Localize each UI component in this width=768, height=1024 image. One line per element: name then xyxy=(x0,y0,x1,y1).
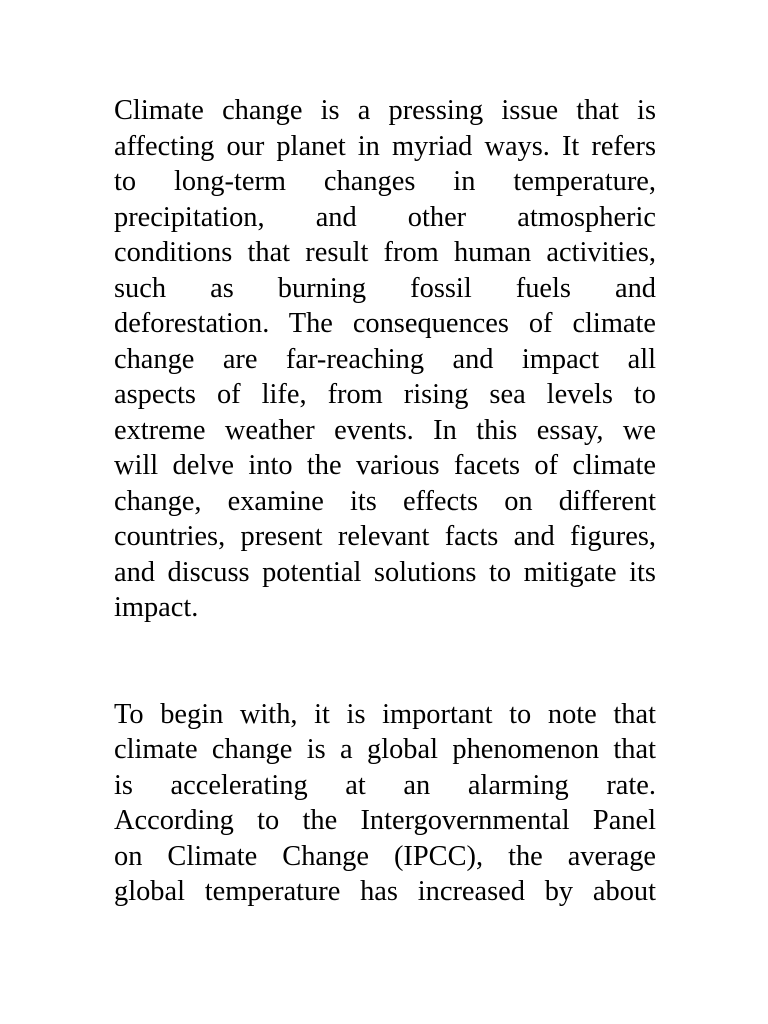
text-line: aspects of life, from rising sea levels to xyxy=(114,379,656,410)
text-line: Climate change is a pressing issue that is xyxy=(114,95,656,126)
text-line: conditions that result from human activities, xyxy=(114,237,656,268)
text-line: is accelerating at an alarming rate. xyxy=(114,769,656,801)
text-line: such as burning fossil fuels and xyxy=(114,272,656,304)
text-line: change, examine its effects on different xyxy=(114,485,656,517)
text-line: change are far-reaching and impact all xyxy=(114,343,656,375)
document-body xyxy=(114,93,656,910)
text-line: to long-term changes in temperature, xyxy=(114,166,656,197)
text-line: affecting our planet in myriad ways. It refers xyxy=(114,130,656,162)
text-line: impact. xyxy=(114,592,199,623)
text-line: global temperature has increased by about xyxy=(114,876,656,907)
text-line: will delve into the various facets of climate xyxy=(114,450,656,481)
text-line: and discuss potential solutions to mitigate its xyxy=(114,556,656,588)
text-line: extreme weather events. In this essay, we xyxy=(114,414,656,446)
text-line: climate change is a global phenomenon that xyxy=(114,734,656,765)
text-line: countries, present relevant facts and figures, xyxy=(114,521,656,552)
text-line: To begin with, it is important to note that xyxy=(114,698,656,730)
paragraph-ipcc xyxy=(114,697,656,910)
text-line: According to the Intergovernmental Panel xyxy=(114,805,656,836)
paragraph-spacer xyxy=(114,626,656,697)
text-line: precipitation, and other atmospheric xyxy=(114,201,656,233)
text-line: on Climate Change (IPCC), the average xyxy=(114,840,656,872)
paragraph-intro xyxy=(114,93,656,626)
text-line: deforestation. The consequences of climate xyxy=(114,308,656,339)
